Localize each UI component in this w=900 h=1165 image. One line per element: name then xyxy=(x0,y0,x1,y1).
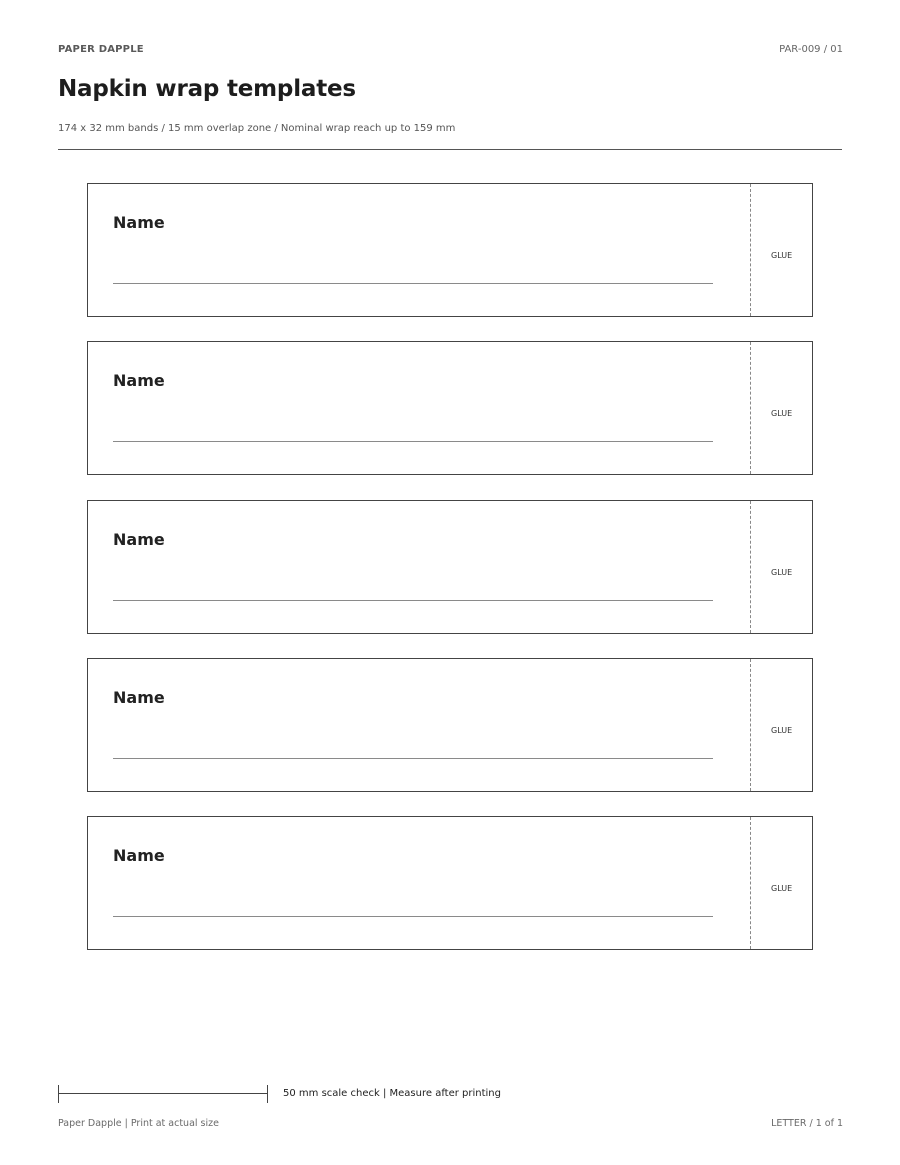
scale-bar-right-tick xyxy=(267,1085,268,1103)
band-name-label: Name xyxy=(113,530,165,549)
band-glue-label: GLUE xyxy=(771,251,793,260)
band-name-line xyxy=(113,758,713,759)
band-fold-line xyxy=(750,184,751,316)
page-title: Napkin wrap templates xyxy=(58,76,356,102)
brand-label: PAPER DAPPLE xyxy=(58,44,144,55)
band-glue-label: GLUE xyxy=(771,409,793,418)
band-fold-line xyxy=(750,659,751,791)
header-divider xyxy=(58,149,842,150)
band-fold-line xyxy=(750,342,751,474)
band-fold-line xyxy=(750,817,751,949)
napkin-band xyxy=(87,816,813,950)
band-name-label: Name xyxy=(113,846,165,865)
band-name-label: Name xyxy=(113,371,165,390)
scale-bar-left-tick xyxy=(58,1085,59,1103)
scale-bar-line xyxy=(58,1093,268,1094)
napkin-band xyxy=(87,500,813,634)
footer-page-info: LETTER / 1 of 1 xyxy=(771,1118,843,1129)
band-name-line xyxy=(113,600,713,601)
footer-left-text: Paper Dapple | Print at actual size xyxy=(58,1118,219,1129)
band-name-line xyxy=(113,441,713,442)
napkin-band xyxy=(87,658,813,792)
napkin-band xyxy=(87,183,813,317)
band-name-label: Name xyxy=(113,688,165,707)
document-code: PAR-009 / 01 xyxy=(779,44,843,55)
band-name-label: Name xyxy=(113,213,165,232)
napkin-band xyxy=(87,341,813,475)
band-glue-label: GLUE xyxy=(771,568,793,577)
band-fold-line xyxy=(750,501,751,633)
band-name-line xyxy=(113,283,713,284)
page-subtitle: 174 x 32 mm bands / 15 mm overlap zone / Nominal wrap reach up to 159 mm xyxy=(58,123,456,134)
scale-check-text: 50 mm scale check | Measure after printing xyxy=(283,1088,501,1099)
band-glue-label: GLUE xyxy=(771,726,793,735)
band-name-line xyxy=(113,916,713,917)
scale-bar xyxy=(58,1085,268,1103)
band-glue-label: GLUE xyxy=(771,884,793,893)
